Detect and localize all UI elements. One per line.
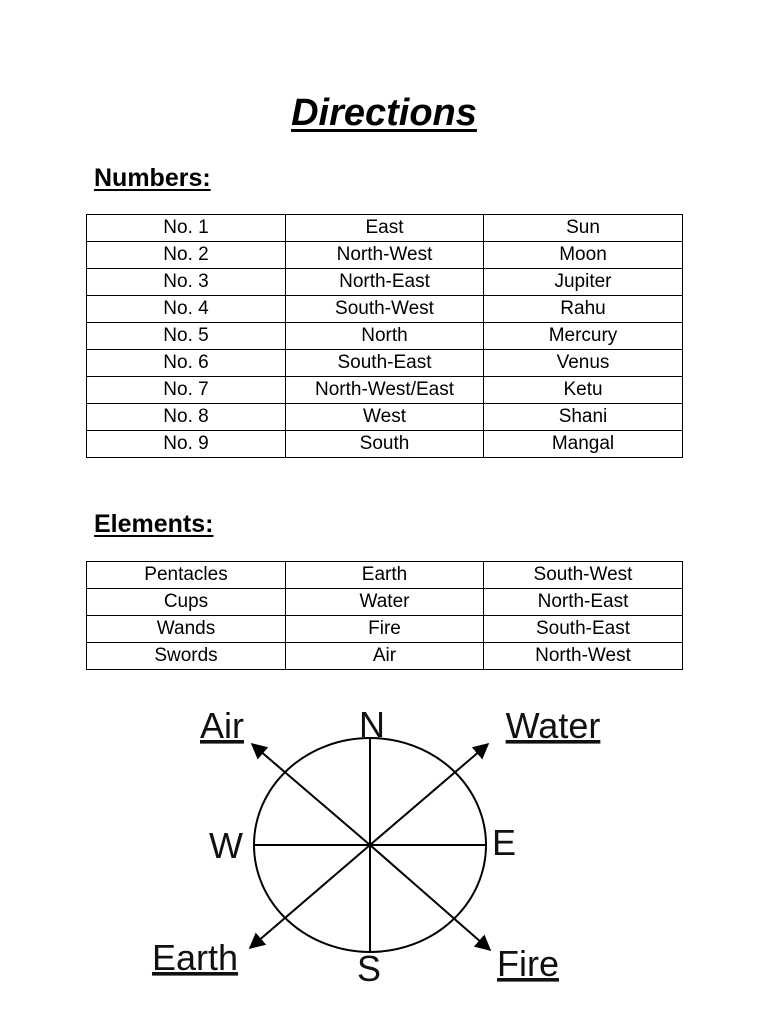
numbers-row: [87, 323, 683, 350]
numbers-row: [87, 377, 683, 404]
numbers-row-cell: Rahu: [484, 296, 683, 323]
numbers-row-cell: No. 2: [87, 242, 286, 269]
numbers-row-cell: Sun: [484, 215, 683, 242]
numbers-row: [87, 242, 683, 269]
numbers-row-cell: Shani: [484, 404, 683, 431]
elements-row-cell: North-East: [484, 589, 683, 616]
page-title: Directions: [291, 92, 477, 134]
elements-row-cell: Earth: [286, 562, 484, 589]
elements-row-cell: Water: [286, 589, 484, 616]
numbers-row-cell: West: [286, 404, 484, 431]
numbers-row-cell: No. 1: [87, 215, 286, 242]
numbers-row-cell: Jupiter: [484, 269, 683, 296]
numbers-row-cell: No. 8: [87, 404, 286, 431]
earth-label: Earth: [151, 937, 239, 978]
east-label: E: [491, 822, 517, 863]
elements-row: [87, 643, 683, 670]
numbers-row-cell: Venus: [484, 350, 683, 377]
elements-row-cell: Wands: [87, 616, 286, 643]
numbers-row-cell: South: [286, 431, 484, 458]
numbers-row: [87, 215, 683, 242]
elements-heading: Elements:: [94, 510, 214, 538]
numbers-row: [87, 350, 683, 377]
west-label: W: [209, 825, 243, 866]
numbers-row-cell: No. 3: [87, 269, 286, 296]
numbers-row-cell: Moon: [484, 242, 683, 269]
elements-row-cell: Cups: [87, 589, 286, 616]
water-label: Water: [505, 705, 601, 746]
elements-row-cell: Pentacles: [87, 562, 286, 589]
numbers-row-cell: East: [286, 215, 484, 242]
numbers-row-cell: South-West: [286, 296, 484, 323]
numbers-row-cell: No. 5: [87, 323, 286, 350]
elements-row: [87, 589, 683, 616]
numbers-heading: Numbers:: [94, 164, 211, 192]
elements-row-cell: Fire: [286, 616, 484, 643]
numbers-row-cell: Mercury: [484, 323, 683, 350]
numbers-table: [86, 214, 683, 458]
numbers-row-cell: North: [286, 323, 484, 350]
numbers-row-cell: No. 7: [87, 377, 286, 404]
numbers-row: [87, 431, 683, 458]
elements-row-cell: Air: [286, 643, 484, 670]
numbers-row-cell: No. 4: [87, 296, 286, 323]
water-arrow: [370, 744, 488, 845]
elements-row-cell: South-East: [484, 616, 683, 643]
north-label: N: [359, 704, 385, 745]
numbers-row-cell: North-West: [286, 242, 484, 269]
air-arrow: [252, 744, 370, 845]
elements-row: [87, 562, 683, 589]
numbers-row-cell: Mangal: [484, 431, 683, 458]
air-label: Air: [200, 705, 244, 746]
elements-table: [86, 561, 683, 670]
numbers-row-cell: North-West/East: [286, 377, 484, 404]
numbers-row-cell: North-East: [286, 269, 484, 296]
numbers-row-cell: No. 9: [87, 431, 286, 458]
elements-row: [87, 616, 683, 643]
elements-row-cell: North-West: [484, 643, 683, 670]
numbers-row-cell: No. 6: [87, 350, 286, 377]
numbers-row: [87, 269, 683, 296]
numbers-row-cell: Ketu: [484, 377, 683, 404]
compass-diagram: [0, 690, 768, 1010]
elements-row-cell: South-West: [484, 562, 683, 589]
south-label: S: [356, 948, 382, 989]
numbers-row-cell: South-East: [286, 350, 484, 377]
numbers-row: [87, 296, 683, 323]
fire-label: Fire: [497, 943, 559, 984]
numbers-row: [87, 404, 683, 431]
elements-row-cell: Swords: [87, 643, 286, 670]
